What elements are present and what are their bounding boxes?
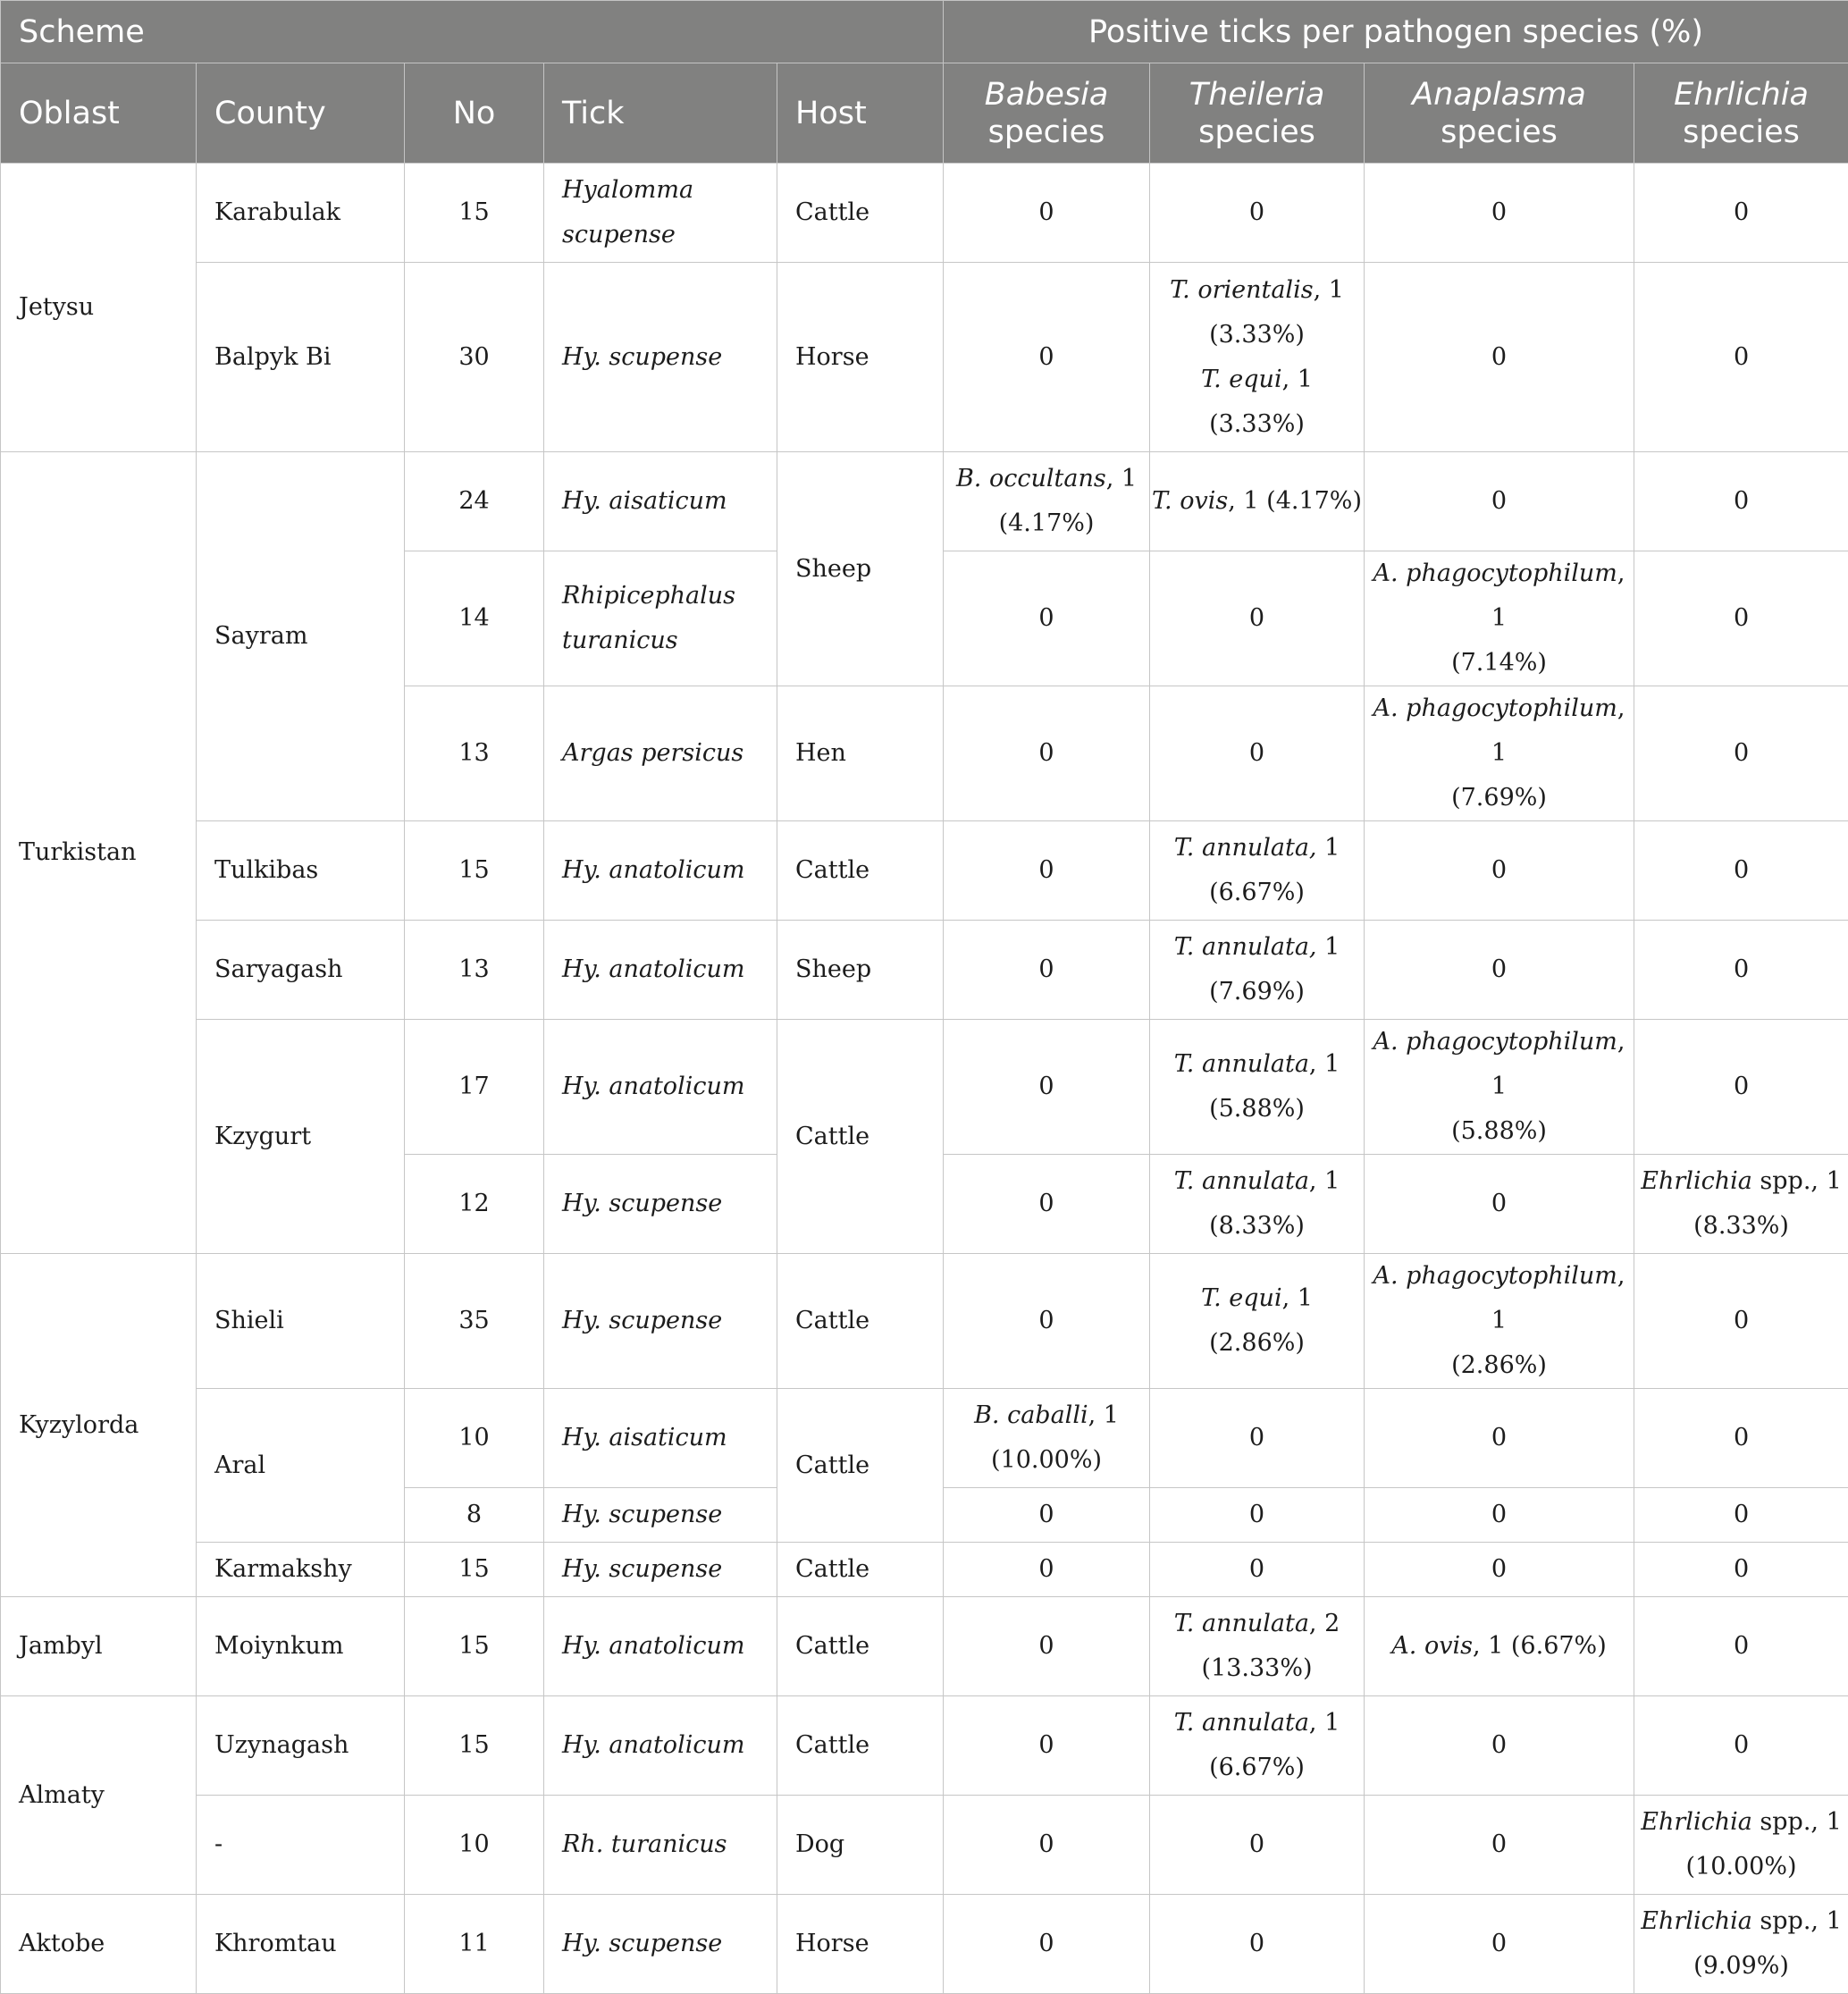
babesia-cell: 0 [944,1696,1150,1796]
anaplasma-cell: 0 [1365,164,1634,263]
pathogen-percent: (6.67%) [1150,871,1364,915]
tick-name: Hyalomma [562,168,777,213]
county-cell: Khromtau [197,1895,405,1994]
oblast-cell: Aktobe [1,1895,197,1994]
anaplasma-cell: 0 [1365,821,1634,921]
scheme-header: Scheme [1,1,944,63]
tick-cell [544,1020,777,1155]
county-cell: Shieli [197,1254,405,1389]
babesia-cell: 0 [944,1543,1150,1597]
header-row-top [1,1,1848,63]
anaplasma-cell: 0 [1365,452,1634,551]
anaplasma-cell: 0 [1365,1696,1634,1796]
pathogen-count: spp., 1 [1752,1167,1842,1195]
tick-cell [544,1895,777,1994]
pathogen-line [1634,1800,1848,1845]
pathogen-percent: (5.88%) [1365,1109,1634,1154]
ehrlichia-header [1634,63,1848,164]
tick-name: Hy. aisaticum [562,1424,727,1451]
theileria-cell [1150,1696,1365,1796]
babesia-cell: 0 [944,1254,1150,1389]
pathogen-count: , 1 [1491,1028,1625,1100]
pathogen-percent: (3.33%) [1150,402,1364,447]
table-row [1,452,1848,551]
tick-name: Hy. anatolicum [562,955,744,983]
pathogen-count: , 1 (4.17%) [1228,487,1362,515]
tick-cell [544,452,777,551]
pathogen-line [1365,1020,1634,1109]
pathogen-count: , 1 [1282,366,1313,393]
tick-cell [544,1543,777,1597]
babesia-cell: 0 [944,1597,1150,1696]
table-row [1,164,1848,263]
pathogen-percent: (10.00%) [1634,1845,1848,1889]
table-row [1,921,1848,1020]
babesia-header [944,63,1150,164]
theileria-cell [1150,821,1365,921]
tick-name: Rh. turanicus [562,1830,727,1858]
county-cell: Balpyk Bi [197,263,405,452]
babesia-genus: Babesia [944,76,1149,114]
pathogen-percent: (13.33%) [1150,1646,1364,1691]
host-cell: Sheep [777,452,944,686]
pathogen-name: T. annulata, [1174,933,1317,961]
no-cell: 11 [405,1895,544,1994]
tick-cell [544,1597,777,1696]
babesia-cell [944,1389,1150,1488]
pathogen-name: T. annulata [1174,1050,1309,1078]
babesia-cell: 0 [944,686,1150,821]
pathogen-name: T. equi [1201,366,1282,393]
no-cell: 13 [405,921,544,1020]
tick-cell [544,1796,777,1895]
pathogen-percent: (9.09%) [1634,1944,1848,1989]
theileria-cell [1150,921,1365,1020]
table-row [1,821,1848,921]
pathogen-name: A. phagocytophilum [1373,1262,1617,1290]
anaplasma-genus: Anaplasma [1365,76,1634,114]
tick-cell [544,1155,777,1254]
table-row [1,263,1848,452]
tick-cell [544,686,777,821]
pathogen-count: , 1 [1106,465,1137,492]
no-cell: 12 [405,1155,544,1254]
species-label: species [944,114,1149,151]
babesia-cell: 0 [944,164,1150,263]
tick-name: turanicus [562,618,777,663]
host-cell: Cattle [777,821,944,921]
theileria-header [1150,63,1365,164]
species-label: species [1634,114,1848,151]
pathogen-line [1150,1701,1364,1746]
pathogen-percent: (7.69%) [1150,970,1364,1014]
pathogen-count: spp., 1 [1752,1907,1842,1935]
species-label: species [1150,114,1364,151]
pathogen-percent: (8.33%) [1634,1204,1848,1249]
table-header [1,1,1848,164]
pathogen-name: B. caballi [974,1401,1088,1429]
host-cell: Cattle [777,164,944,263]
theileria-cell: 0 [1150,1895,1365,1994]
babesia-cell: 0 [944,551,1150,686]
anaplasma-cell: 0 [1365,921,1634,1020]
pathogen-line [1150,268,1364,313]
county-cell: Uzynagash [197,1696,405,1796]
pathogen-line [1150,826,1364,871]
anaplasma-cell: 0 [1365,1895,1634,1994]
pathogen-count: , 2 [1309,1610,1340,1637]
theileria-genus: Theileria [1150,76,1364,114]
pathogen-line [944,457,1149,501]
tick-name: Hy. scupense [562,1190,722,1217]
oblast-cell: Kyzylorda [1,1254,197,1597]
theileria-cell [1150,1020,1365,1155]
host-cell: Hen [777,686,944,821]
tick-name: Rhipicephalus [562,574,777,618]
no-cell: 30 [405,263,544,452]
theileria-cell [1150,1597,1365,1696]
pathogen-name: T. equi [1201,1284,1282,1312]
table-row [1,1895,1848,1994]
pathogen-name: Ehrlichia [1641,1167,1752,1195]
pathogen-count: , 1 [1314,276,1344,304]
no-cell: 13 [405,686,544,821]
anaplasma-cell [1365,551,1634,686]
theileria-cell: 0 [1150,686,1365,821]
pathogen-percent: (6.67%) [1150,1746,1364,1790]
oblast-cell: Turkistan [1,452,197,1254]
county-cell: Aral [197,1389,405,1543]
pathogen-count: spp., 1 [1752,1808,1842,1836]
ehrlichia-cell: 0 [1634,1488,1848,1543]
no-cell: 17 [405,1020,544,1155]
table-row [1,1389,1848,1488]
county-cell: Saryagash [197,921,405,1020]
babesia-cell: 0 [944,1895,1150,1994]
pathogen-count: , 1 [1088,1401,1119,1429]
theileria-cell: 0 [1150,1488,1365,1543]
host-header: Host [777,63,944,164]
anaplasma-cell: 0 [1365,263,1634,452]
pathogen-count: , 1 [1491,1262,1625,1334]
ehrlichia-cell [1634,1895,1848,1994]
tick-name: Hy. anatolicum [562,1073,744,1100]
table-row [1,1020,1848,1155]
pathogen-percent: (5.88%) [1150,1087,1364,1132]
host-cell: Horse [777,263,944,452]
tick-header: Tick [544,63,777,164]
table-row [1,1597,1848,1696]
ehrlichia-cell: 0 [1634,1597,1848,1696]
no-cell: 14 [405,551,544,686]
tick-cell [544,1488,777,1543]
county-header: County [197,63,405,164]
babesia-cell: 0 [944,1020,1150,1155]
tick-cell [544,164,777,263]
pathogen-line [944,1393,1149,1438]
pathogen-percent: (3.33%) [1150,313,1364,358]
anaplasma-cell: 0 [1365,1543,1634,1597]
anaplasma-cell: 0 [1365,1155,1634,1254]
pathogen-percent: (10.00%) [944,1438,1149,1483]
tick-name: Hy. scupense [562,343,722,371]
county-cell: Moiynkum [197,1597,405,1696]
no-cell: 10 [405,1796,544,1895]
ehrlichia-cell: 0 [1634,1389,1848,1488]
no-cell: 15 [405,1597,544,1696]
county-cell: Karmakshy [197,1543,405,1597]
pathogen-count: , 1 [1309,1167,1340,1195]
pathogen-line [1365,686,1634,776]
header-row-columns [1,63,1848,164]
no-cell: 15 [405,1543,544,1597]
pathogen-name: A. phagocytophilum [1373,694,1617,722]
host-cell: Cattle [777,1254,944,1389]
ehrlichia-cell: 0 [1634,686,1848,821]
no-cell: 8 [405,1488,544,1543]
pathogen-percent: (4.17%) [944,501,1149,546]
theileria-cell [1150,452,1365,551]
pathogen-count: , 1 [1491,559,1625,632]
pathogen-name: Ehrlichia [1641,1808,1752,1836]
tick-cell [544,821,777,921]
anaplasma-header [1365,63,1634,164]
pathogen-count: , 1 [1282,1284,1313,1312]
host-cell: Cattle [777,1696,944,1796]
ehrlichia-genus: Ehrlichia [1634,76,1848,114]
theileria-cell: 0 [1150,1389,1365,1488]
pathogen-line [1150,358,1364,402]
pathogen-line [1150,1042,1364,1087]
pathogen-line [1365,1254,1634,1343]
babesia-cell: 0 [944,1488,1150,1543]
tick-name: Hy. scupense [562,1501,722,1528]
no-cell: 35 [405,1254,544,1389]
ehrlichia-cell [1634,1155,1848,1254]
ehrlichia-cell: 0 [1634,164,1848,263]
no-cell: 15 [405,821,544,921]
theileria-cell [1150,263,1365,452]
babesia-cell: 0 [944,821,1150,921]
pathogen-name: T. annulata, [1174,834,1317,862]
tick-cell [544,1389,777,1488]
tick-name: Hy. anatolicum [562,856,744,884]
pathogen-line [1150,925,1364,970]
oblast-cell: Almaty [1,1696,197,1895]
babesia-cell: 0 [944,921,1150,1020]
tick-name: Hy. scupense [562,1307,722,1334]
county-cell: Kzygurt [197,1020,405,1254]
tick-name: Argas persicus [562,739,743,767]
pathogen-count: , 1 (6.67%) [1473,1632,1607,1660]
pathogen-line [1365,551,1634,641]
ehrlichia-cell: 0 [1634,1020,1848,1155]
table-body [1,164,1848,1994]
anaplasma-cell: 0 [1365,1488,1634,1543]
pathogen-percent: (7.69%) [1365,776,1634,820]
county-cell: Tulkibas [197,821,405,921]
theileria-cell: 0 [1150,164,1365,263]
host-cell: Cattle [777,1543,944,1597]
anaplasma-cell [1365,1020,1634,1155]
county-cell: Sayram [197,452,405,821]
tick-name: scupense [562,213,777,257]
pathogen-name: B. occultans [956,465,1106,492]
ehrlichia-cell: 0 [1634,821,1848,921]
host-cell: Sheep [777,921,944,1020]
no-cell: 15 [405,1696,544,1796]
oblast-cell: Jetysu [1,164,197,452]
tick-cell [544,921,777,1020]
ehrlichia-cell: 0 [1634,1543,1848,1597]
pathogen-name: A. phagocytophilum [1373,1028,1617,1056]
pathogen-percent: (7.14%) [1365,641,1634,686]
theileria-cell: 0 [1150,1796,1365,1895]
pathogen-name: T. annulata [1174,1167,1309,1195]
tick-name: Hy. aisaticum [562,487,727,515]
pathogen-name: T. orientalis [1170,276,1313,304]
host-cell: Dog [777,1796,944,1895]
pathogen-line [1150,1276,1364,1321]
tick-cell [544,551,777,686]
species-label: species [1365,114,1634,151]
anaplasma-cell: 0 [1365,1796,1634,1895]
ehrlichia-cell [1634,1796,1848,1895]
ehrlichia-cell: 0 [1634,1696,1848,1796]
oblast-header: Oblast [1,63,197,164]
pathogen-count: 1 [1317,933,1340,961]
oblast-cell: Jambyl [1,1597,197,1696]
pathogen-name: T. annulata [1174,1610,1309,1637]
ehrlichia-cell: 0 [1634,551,1848,686]
no-header: No [405,63,544,164]
pathogen-line [1634,1159,1848,1204]
pathogen-name: Ehrlichia [1641,1907,1752,1935]
pathogen-percent: (2.86%) [1150,1321,1364,1366]
ehrlichia-cell: 0 [1634,1254,1848,1389]
ehrlichia-cell: 0 [1634,263,1848,452]
table-row [1,1796,1848,1895]
tick-cell [544,263,777,452]
pathogen-name: T. annulata [1174,1709,1309,1737]
pathogen-count: , 1 [1309,1050,1340,1078]
tick-name: Hy. scupense [562,1930,722,1957]
anaplasma-cell: 0 [1365,1389,1634,1488]
pathogen-count: , 1 [1491,694,1625,767]
pathogen-count: , 1 [1309,1709,1340,1737]
tick-name: Hy. anatolicum [562,1731,744,1759]
pathogen-line [1634,1899,1848,1944]
theileria-cell: 0 [1150,551,1365,686]
anaplasma-cell [1365,1597,1634,1696]
anaplasma-cell [1365,686,1634,821]
pathogen-name: A. ovis [1391,1632,1473,1660]
no-cell: 10 [405,1389,544,1488]
host-cell: Cattle [777,1020,944,1254]
host-cell: Cattle [777,1389,944,1543]
pathogen-percent: (2.86%) [1365,1343,1634,1388]
theileria-cell [1150,1155,1365,1254]
county-cell: - [197,1796,405,1895]
tick-cell [544,1254,777,1389]
theileria-cell [1150,1254,1365,1389]
county-cell: Karabulak [197,164,405,263]
tick-name: Hy. anatolicum [562,1632,744,1660]
babesia-cell: 0 [944,263,1150,452]
pathogen-line [1150,1159,1364,1204]
pathogen-count: 1 [1317,834,1340,862]
table-row [1,1696,1848,1796]
host-cell: Horse [777,1895,944,1994]
ehrlichia-cell: 0 [1634,921,1848,1020]
table-row [1,1543,1848,1597]
pathogen-line [1150,1602,1364,1646]
table-row [1,1254,1848,1389]
theileria-cell: 0 [1150,1543,1365,1597]
pathogen-name: T. ovis [1152,487,1228,515]
babesia-cell: 0 [944,1796,1150,1895]
babesia-cell [944,452,1150,551]
pathogen-percent: (8.33%) [1150,1204,1364,1249]
pathogen-name: A. phagocytophilum [1373,559,1617,587]
anaplasma-cell [1365,1254,1634,1389]
host-cell: Cattle [777,1597,944,1696]
tick-name: Hy. scupense [562,1555,722,1583]
positive-ticks-header: Positive ticks per pathogen species (%) [944,1,1848,63]
no-cell: 15 [405,164,544,263]
ehrlichia-cell: 0 [1634,452,1848,551]
no-cell: 24 [405,452,544,551]
tick-cell [544,1696,777,1796]
babesia-cell: 0 [944,1155,1150,1254]
